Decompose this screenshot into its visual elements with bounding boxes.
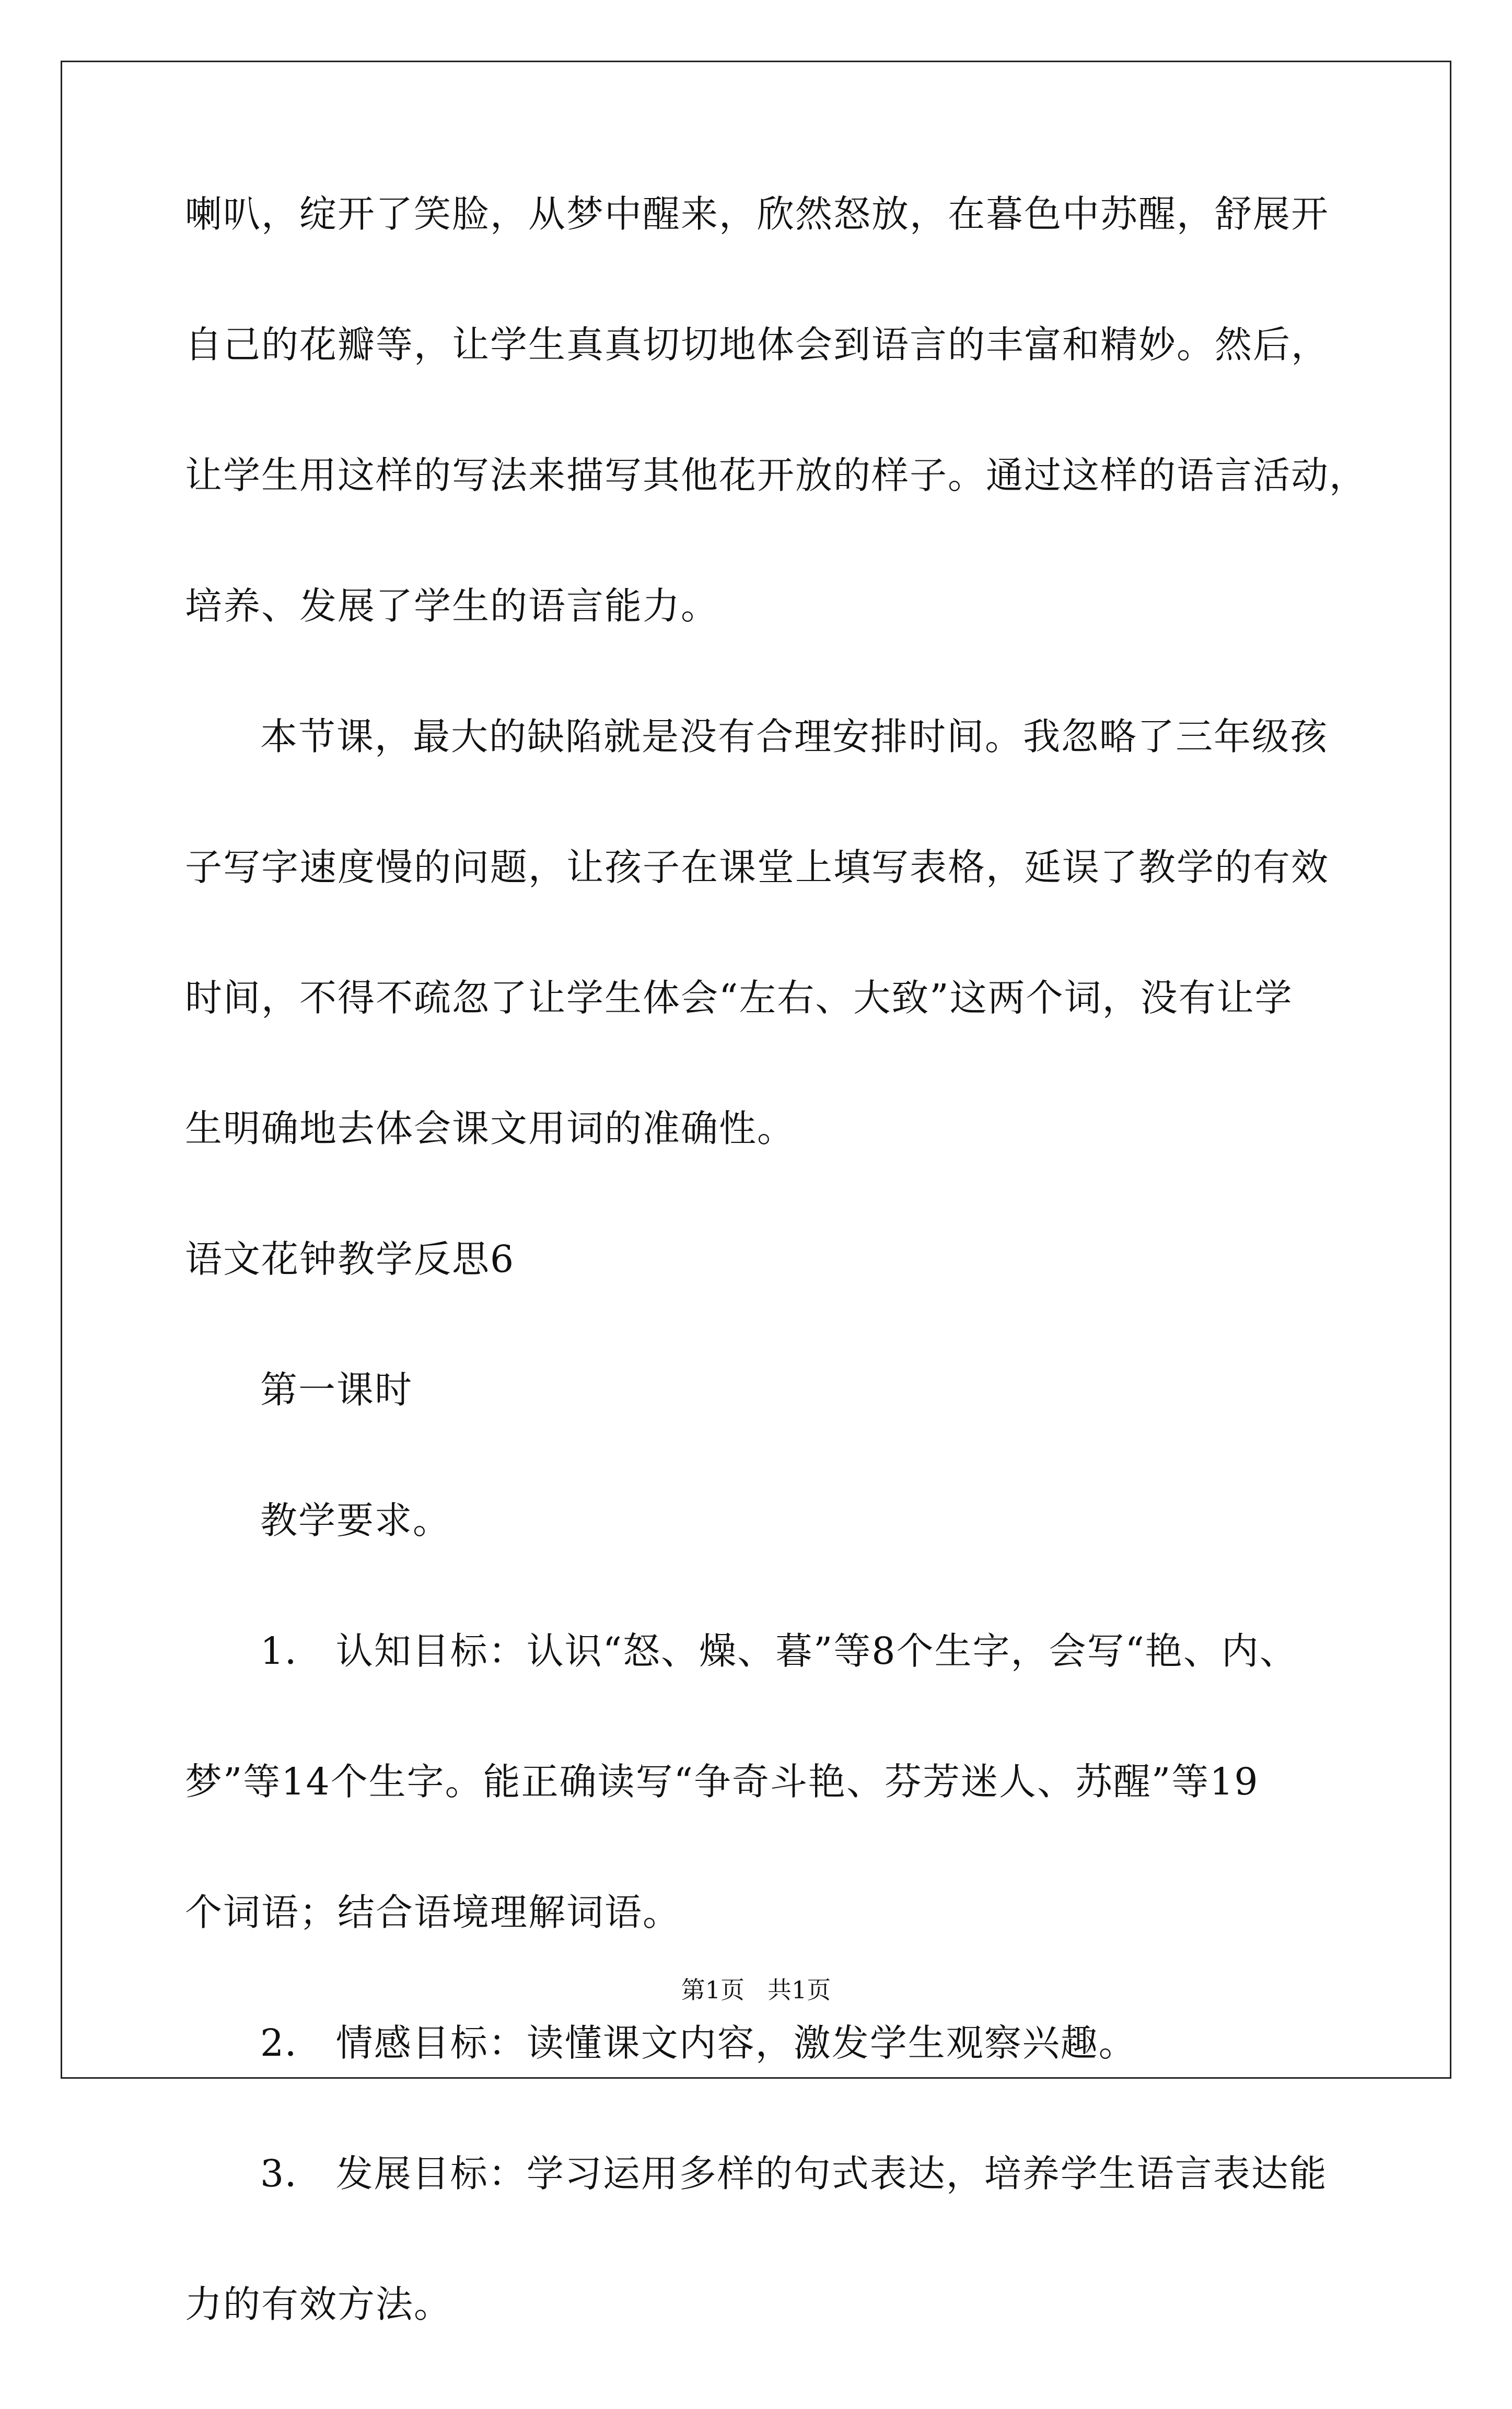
requirements-label: 教学要求。 <box>260 1499 451 1542</box>
paragraph-line: 生明确地去体会课文用词的准确性。 <box>185 1107 796 1150</box>
list-item-line: 2． 情感目标：读懂课文内容，激发学生观察兴趣。 <box>260 2021 1137 2065</box>
page-footer <box>0 1974 1512 2006</box>
section-heading: 语文花钟教学反思6 <box>185 1237 515 1281</box>
paragraph-line: 本节课，最大的缺陷就是没有合理安排时间。我忽略了三年级孩 <box>260 715 1329 758</box>
paragraph-line: 喇叭，绽开了笑脸，从梦中醒来，欣然怒放，在暮色中苏醒，舒展开 <box>185 192 1330 236</box>
list-item-line: 个词语；结合语境理解词语。 <box>185 1891 681 1934</box>
list-item-line: 3． 发展目标：学习运用多样的句式表达，培养学生语言表达能 <box>260 2152 1328 2195</box>
lesson-label: 第一课时 <box>260 1368 413 1411</box>
paragraph-line: 自己的花瓣等，让学生真真切切地体会到语言的丰富和精妙。然后， <box>185 323 1330 366</box>
paragraph-line: 培养、发展了学生的语言能力。 <box>185 584 719 628</box>
document-body <box>185 188 1368 2409</box>
paragraph-line: 时间，不得不疏忽了让学生体会“左右、大致”这两个词，没有让学 <box>185 976 1293 1020</box>
paragraph-line: 让学生用这样的写法来描写其他花开放的样子。通过这样的语言活动， <box>185 454 1368 497</box>
page-number: 第1页 <box>681 1976 745 2004</box>
list-item-line: 1． 认知目标：认识“怒、燥、暮”等8个生字，会写“艳、内、 <box>260 1629 1298 1673</box>
list-item-line: 梦”等14个生字。能正确读写“争奇斗艳、芬芳迷人、苏醒”等19 <box>185 1760 1259 1803</box>
paragraph-line: 子写字速度慢的问题，让孩子在课堂上填写表格，延误了教学的有效 <box>185 846 1330 889</box>
list-item-line: 力的有效方法。 <box>185 2283 452 2326</box>
page-total: 共1页 <box>767 1976 831 2004</box>
